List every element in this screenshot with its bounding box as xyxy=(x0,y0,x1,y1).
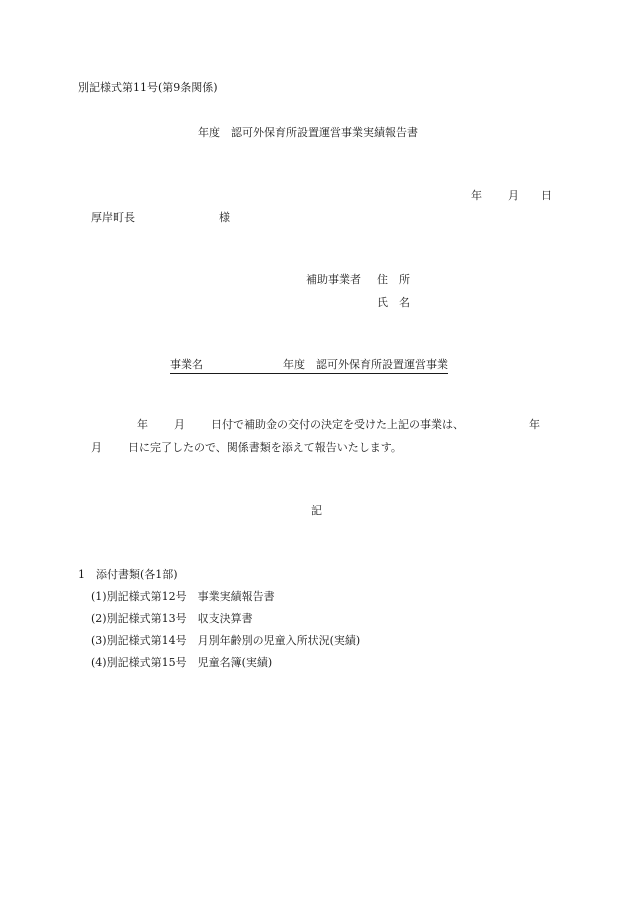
attachment-item: (2)別記様式第13号 収支決算書 xyxy=(91,612,253,625)
applicant-address-label: 住 所 xyxy=(377,273,410,286)
date-year-label: 年 xyxy=(471,189,482,202)
body-text-1: 日付で補助金の交付の決定を受けた上記の事業は、 xyxy=(211,418,464,431)
date-day-label: 日 xyxy=(541,189,552,202)
applicant-role: 補助事業者 xyxy=(306,273,361,286)
form-number: 別記様式第11号(第9条関係) xyxy=(78,81,218,94)
body-year-1: 年 xyxy=(137,418,148,431)
body-year-2: 年 xyxy=(529,418,540,431)
document-title: 年度 認可外保育所設置運営事業実績報告書 xyxy=(198,126,418,139)
project-name-line xyxy=(170,358,448,374)
attachment-item: (4)別記様式第15号 児童名簿(実績) xyxy=(91,656,273,669)
body-line-1 xyxy=(137,418,464,432)
attachment-item: (1)別記様式第12号 事業実績報告書 xyxy=(91,590,275,603)
attachment-item: (3)別記様式第14号 月別年齢別の児童入所状況(実績) xyxy=(91,634,361,647)
body-month-2: 月 xyxy=(91,441,102,454)
body-text-2: 日に完了したので、関係書類を添えて報告いたします。 xyxy=(128,441,402,454)
addressee-name: 厚岸町長 xyxy=(91,211,135,224)
attachments-heading: 1 添付書類(各1部) xyxy=(78,568,178,581)
body-month-1: 月 xyxy=(174,418,185,431)
addressee-honorific: 様 xyxy=(219,211,230,224)
body-line-2 xyxy=(91,441,402,455)
project-suffix: 年度 認可外保育所設置運営事業 xyxy=(283,358,448,371)
date-month-label: 月 xyxy=(508,189,519,202)
project-label: 事業名 xyxy=(170,358,203,371)
applicant-name-label: 氏 名 xyxy=(377,296,410,309)
ki-heading: 記 xyxy=(311,504,322,517)
